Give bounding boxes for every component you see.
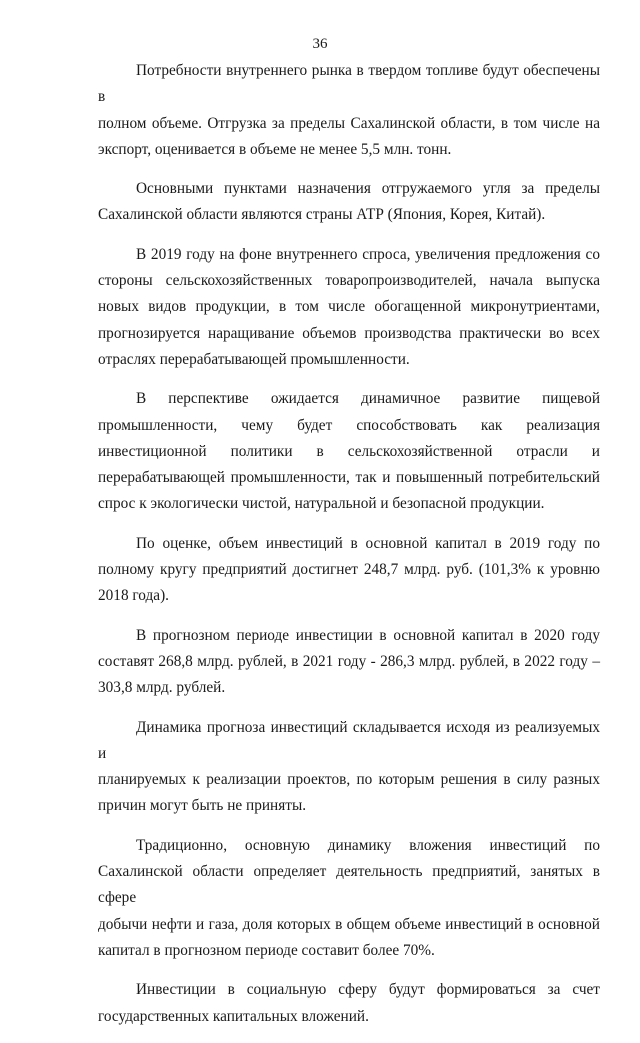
paragraph (98, 386, 600, 517)
text-line: прогнозируется наращивание объемов производства практически во всех (98, 324, 600, 342)
text-line: добычи нефти и газа, доля которых в общем объеме инвестиций в основной (98, 915, 600, 933)
text-line: инвестиционной политики в сельскохозяйственной отрасли и (98, 442, 600, 460)
page-number: 36 (312, 36, 328, 52)
body-text (98, 58, 600, 1043)
text-line: Традиционно, основную динамику вложения инвестиций по (136, 836, 600, 854)
text-line: составят 268,8 млрд. рублей, в 2021 году - 286,3 млрд. рублей, в 2022 году – (98, 652, 600, 670)
text-line: капитал в прогнозном периоде составит более 70%. (98, 941, 435, 959)
text-line: экспорт, оценивается в объеме не менее 5,5 млн. тонн. (98, 140, 452, 158)
text-line: Сахалинской области определяет деятельность предприятий, занятых в сфере (98, 863, 600, 907)
text-line: планируемых к реализации проектов, по которым решения в силу разных (98, 771, 600, 789)
text-line: В 2019 году на фоне внутреннего спроса, увеличения предложения со (136, 245, 600, 263)
paragraph (98, 176, 600, 229)
paragraph (98, 715, 600, 820)
text-line: перерабатывающей промышленности, так и повышенный потребительский (98, 469, 600, 487)
paragraph (98, 242, 600, 373)
text-line: Потребности внутреннего рынка в твердом топливе будут обеспечены в (98, 62, 600, 106)
text-line: отраслях перерабатывающей промышленности. (98, 350, 410, 368)
text-line: По оценке, объем инвестиций в основной капитал в 2019 году по (136, 534, 600, 552)
text-line: Инвестиции в социальную сферу будут формироваться за счет (136, 981, 600, 999)
text-line: новых видов продукции, в том числе обогащенной микронутриентами, (98, 298, 600, 316)
text-line: Сахалинской области являются страны АТР (Япония, Корея, Китай). (98, 206, 546, 224)
text-line: 303,8 млрд. рублей. (98, 679, 226, 697)
text-line: Основными пунктами назначения отгружаемого угля за пределы (136, 180, 600, 198)
paragraph (98, 531, 600, 610)
paragraph (98, 623, 600, 702)
text-line: спрос к экологически чистой, натуральной и безопасной продукции. (98, 495, 545, 513)
paragraph (98, 833, 600, 964)
text-line: Динамика прогноза инвестиций складывается исходя из реализуемых и (98, 718, 600, 762)
text-line: государственных капитальных вложений. (98, 1007, 369, 1025)
paragraph (98, 977, 600, 1030)
text-line: промышленности, чему будет способствовать как реализация (98, 416, 600, 434)
text-line: В прогнозном периоде инвестиции в основной капитал в 2020 году (136, 626, 600, 644)
text-line: полному кругу предприятий достигнет 248,7 млрд. руб. (101,3% к уровню (98, 561, 600, 579)
text-line: В перспективе ожидается динамичное развитие пищевой (136, 390, 600, 408)
text-line: полном объеме. Отгрузка за пределы Сахалинской области, в том числе на (98, 114, 600, 132)
text-line: 2018 года). (98, 587, 170, 605)
text-line: стороны сельскохозяйственных товаропроизводителей, начала выпуска (98, 272, 600, 290)
text-line: причин могут быть не приняты. (98, 797, 307, 815)
paragraph (98, 58, 600, 163)
